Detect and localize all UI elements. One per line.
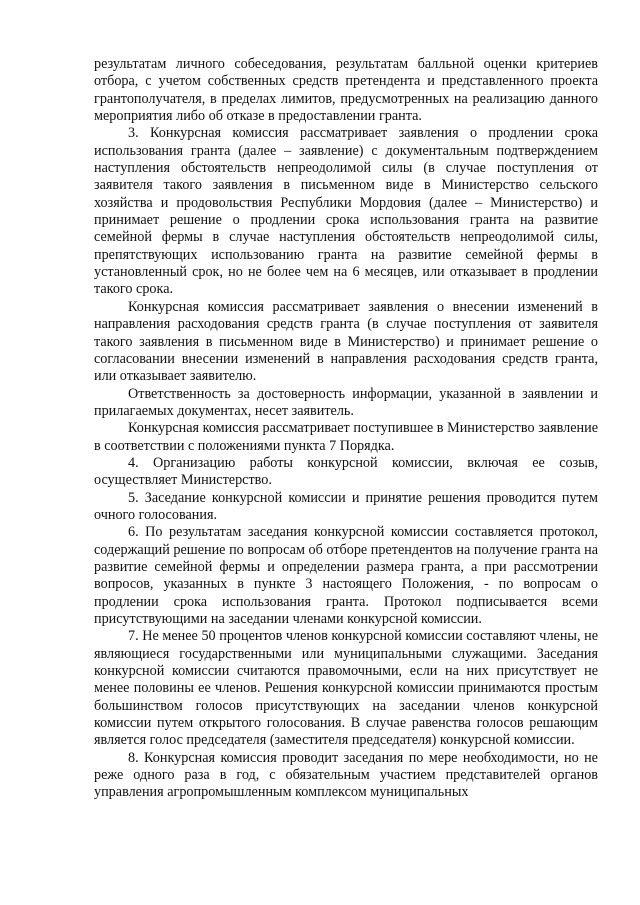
- paragraph-item-6: 6. По результатам заседания конкурсной комиссии составляется протокол, содержащий решение по вопросам об отборе претендентов на получение гранта на развитие семейной фермы и определении размера гранта, а при рассмотрении вопросов, указанных в пункте 3 настоящего Положения, - по вопросам о продлении срока использования гранта. Протокол подписывается всеми присутствующими на заседании членами конкурсной комиссии.: [94, 524, 598, 627]
- paragraph-responsibility: Ответственность за достоверность информации, указанной в заявлении и прилагаемых документах, несет заявитель.: [94, 385, 598, 419]
- paragraph-item-3: 3. Конкурсная комиссия рассматривает заявления о продлении срока использования гранта (далее – заявление) с документальным подтверждением наступления обстоятельств непреодолимой силы (в случае поступления от заявителя такого заявления в письменном виде в Министерство сельского хозяйства и продовольствия Республики Мордовия (далее – Министерство) и принимает решение о продлении срока использования гранта на развитие семейной фермы в случае наступления обстоятельств непреодолимой силы, препятствующих использованию гранта на развитие семейной фермы в установленный срок, но не более чем на 6 месяцев, или отказывает в продлении такого срока.: [94, 125, 598, 298]
- paragraph-item-8: 8. Конкурсная комиссия проводит заседания по мере необходимости, но не реже одного раза в год, с обязательным участием представителей органов управления агропромышленным комплексом муниципальных: [94, 749, 598, 801]
- paragraph-changes: Конкурсная комиссия рассматривает заявления о внесении изменений в направления расходования средств гранта (в случае поступления от заявителя такого заявления в письменном виде в Министерство) и принимает решение о согласовании внесении изменений в направления расходования средств гранта, или отказывает заявителю.: [94, 298, 598, 385]
- paragraph-item-4: 4. Организацию работы конкурсной комиссии, включая ее созыв, осуществляет Министерство.: [94, 454, 598, 489]
- paragraph-continuation: результатам личного собеседования, результатам балльной оценки критериев отбора, с учетом собственных средств претендента и представленного проекта грантополучателя, в пределах лимитов, предусмотренных на реализацию данного мероприятия либо об отказе в предоставлении гранта.: [94, 56, 598, 125]
- document-page: [94, 56, 598, 802]
- paragraph-item-7: 7. Не менее 50 процентов членов конкурсной комиссии составляют члены, не являющиеся государственными или муниципальными служащими. Заседания конкурсной комиссии считаются правомочными, если на них присутствует не менее половины ее членов. Решения конкурсной комиссии принимаются простым большинством голосов присутствующих на заседании членов конкурсной комиссии путем открытого голосования. В случае равенства голосов решающим является голос председателя (заместителя председателя) конкурсной комиссии.: [94, 628, 598, 749]
- paragraph-review: Конкурсная комиссия рассматривает поступившее в Министерство заявление в соответствии с положениями пункта 7 Порядка.: [94, 420, 598, 454]
- paragraph-item-5: 5. Заседание конкурсной комиссии и принятие решения проводится путем очного голосования.: [94, 489, 598, 523]
